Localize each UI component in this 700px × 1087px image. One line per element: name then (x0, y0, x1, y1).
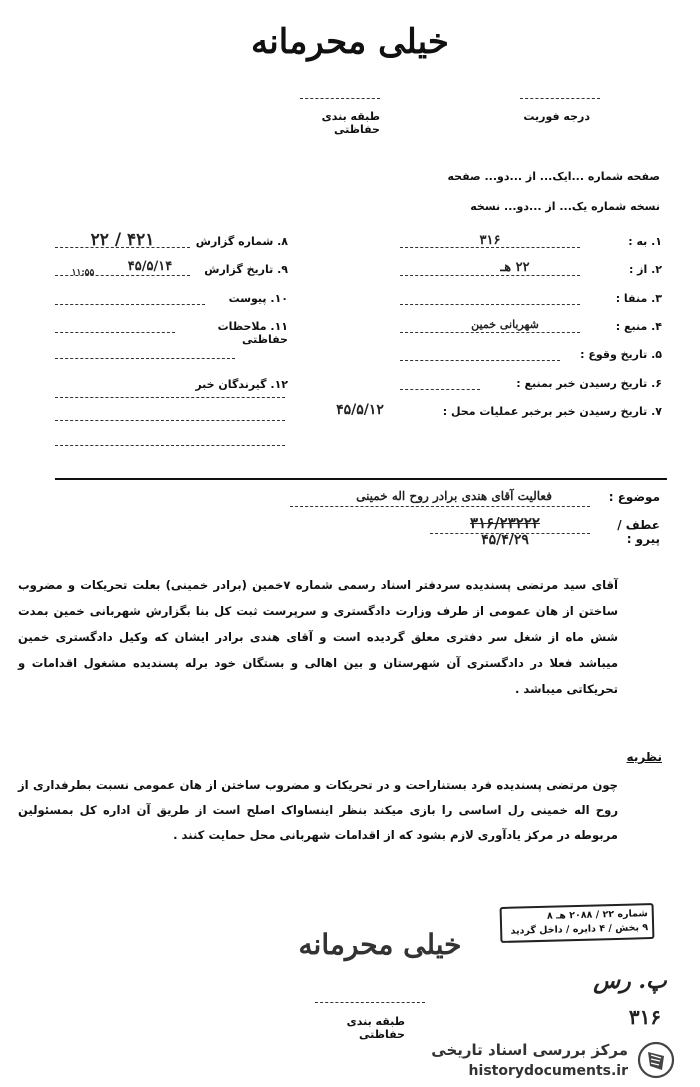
header-underline-left (300, 98, 380, 99)
classification-level-label: طبقه بندی حفاظتی (321, 110, 380, 136)
field-ops-receipt-value: ۴۵/۵/۱۲ (336, 402, 384, 418)
watermark-name: مرکز بررسی اسناد تاریخی (431, 1041, 628, 1059)
field-source-receipt-label: ۶. تاریخ رسیدن خبر بمنبع : (516, 377, 662, 390)
section-divider (55, 478, 667, 480)
reception-stamp (500, 903, 655, 943)
field-occurrence-date-line (400, 360, 560, 361)
opinion-heading: نظریه (626, 750, 662, 764)
subject-line (290, 506, 590, 507)
field-occurrence-date-label: ۵. تاریخ وقوع : (580, 348, 662, 361)
field-source-value: شهربانی خمین (471, 318, 539, 331)
field-source-receipt-line (400, 389, 480, 390)
field-origin-label: ۳. منفا : (615, 292, 662, 305)
field-report-date-label: ۹. تاریخ گزارش (204, 263, 288, 276)
stamp-line-2: ۹ بخش / ۴ دایره / داخل گردید (510, 922, 649, 937)
footer-line (315, 1002, 425, 1003)
field-source-line (400, 332, 580, 333)
classification-title: خیلی محرمانه (251, 22, 449, 62)
footer-classification-level-label: طبقه بندی حفاظتی (346, 1015, 405, 1041)
field-recipients-line-2 (55, 420, 285, 421)
margin-note: ۳۱۶ (628, 1005, 662, 1029)
field-from-line (400, 275, 580, 276)
subject-value: فعالیت آقای هندی برادر روح اله خمینی (356, 489, 552, 503)
reference-value-line2: ۴۵/۴/۲۹ (481, 532, 529, 548)
field-ops-receipt-label: ۷. تاریخ رسیدن خبر برخبر عملیات محل : (442, 405, 662, 418)
opinion-text: چون مرتضی پسندیده فرد بستناراحت و در تحریکات و مضروب ساختن از هان عمومی نسبت بطرفداری از روح اله خمینی رل اساسی را بازی میکند بنظر اینساواک اصلح است از طریق آن اداره کل بمسئولین مربوطه در مرکز یادآوری لازم بشود که از اقدامات شهربانی محل حمایت کنند . (18, 778, 618, 842)
field-report-number-value: ۴۲۱ / ۲۲ (90, 230, 155, 250)
stamp-line-1: شماره ۲۲ / ۲۰۸۸ هـ ۸ (546, 908, 648, 922)
reference-label: عطف / پیرو : (617, 518, 660, 546)
field-to-label: ۱. به : (628, 235, 662, 248)
field-from-label: ۲. از : (628, 263, 662, 276)
watermark-url: historydocuments.ir (468, 1063, 628, 1079)
field-security-notes-label: ۱۱. ملاحظات حفاظتی (217, 320, 288, 346)
reference-value-line1: ۳۱۶/۲۳۲۲۲ (470, 514, 540, 532)
field-from-value: ۲۲ هـ (500, 260, 530, 275)
field-report-number-label: ۸. شماره گزارش (195, 235, 288, 248)
field-recipients-line-3 (55, 445, 285, 446)
watermark (400, 1040, 690, 1084)
field-attachment-label: ۱۰. پیوست (228, 292, 288, 305)
header-underline-right (520, 98, 600, 99)
field-report-date-value: ۴۵/۵/۱۴ (127, 259, 173, 274)
archive-logo-icon (636, 1040, 676, 1080)
signature: پ. رس (593, 968, 667, 994)
urgency-label: درجه فوریت (523, 110, 590, 123)
footer-classification: خیلی محرمانه (298, 928, 462, 961)
field-to-value: ۳۱۶ (479, 233, 501, 248)
field-security-notes-line (55, 332, 175, 333)
copy-number: نسخه شماره یک... از ...دو... نسخه (470, 200, 660, 213)
field-recipients-line-1 (55, 397, 285, 398)
field-security-notes-line-2 (55, 358, 235, 359)
field-origin-line (400, 304, 580, 305)
report-stamp-small: ۱۱:۵۵ (71, 268, 95, 278)
field-source-label: ۴. منبع : (615, 320, 662, 333)
page-number: صفحه شماره ...ایک... از ...دو... صفحه (447, 170, 660, 183)
field-attachment-line (55, 304, 205, 305)
subject-label: موضوع : (608, 490, 660, 504)
body-paragraph: آقای سید مرتضی پسندیده سردفتر اسناد رسمی شماره ۷خمین (برادر خمینی) بعلت تحریکات و مضروب ساختن از هان عمومی از طرف وزارت دادگستری و سرپرست ثبت کل بنا بگزارش شهربانی خمین بمدت شش ماه از شغل سر دفتری معلق گردیده است و آقای هندی برادر ایشان که وکیل دادگستری خمین میباشد فعلا در دادگستری آن شهرستان و بین اهالی و بستگان خود برله پسندیده مشغول اقدامات و تحریکاتی میباشد . (18, 578, 618, 696)
field-recipients-label: ۱۲. گیرندگان خبر (195, 378, 288, 391)
